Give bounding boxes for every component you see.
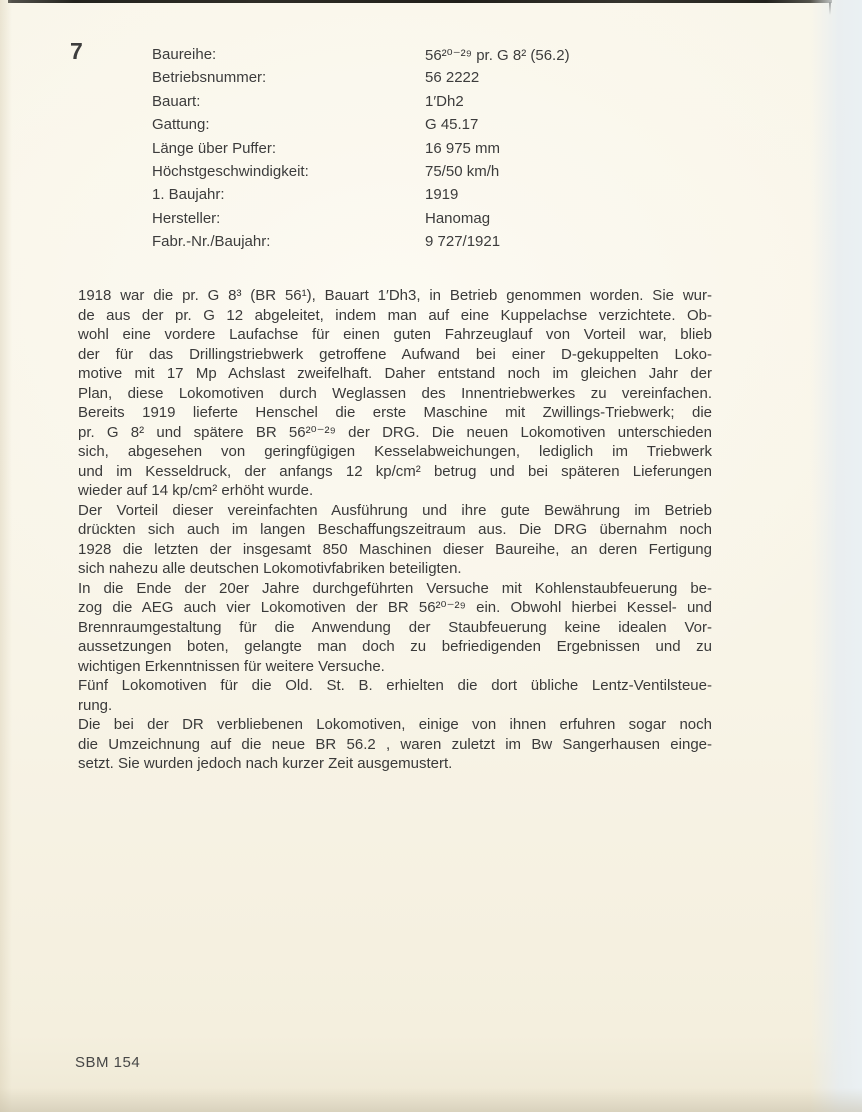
- text-line: 1928 die letzten der insgesamt 850 Maschinen dieser Baureihe, an deren Fertigung: [78, 540, 712, 558]
- page-number: 7: [70, 38, 84, 64]
- text-line: Fünf Lokomotiven für die Old. St. B. erhielten die dort übliche Lentz-Ventilsteue-: [78, 677, 712, 694]
- text-line: zog die AEG auch vier Lokomotiven der BR 56²⁰⁻²⁹ ein. Obwohl hierbei Kessel- und: [78, 599, 712, 616]
- spec-label: Fabr.-Nr./Baujahr:: [152, 233, 271, 251]
- spec-row: [152, 116, 742, 139]
- spec-value: G 45.17: [425, 116, 479, 134]
- spec-value: 9 727/1921: [425, 233, 501, 251]
- text-line: aussetzungen boten, gelangte man doch zu befriedigenden Ergebnissen und zu: [78, 638, 712, 655]
- text-line: Brennraumgestaltung für die Anwendung der Staubfeuerung keine idealen Vor-: [78, 618, 712, 636]
- spec-value: 16 975 mm: [425, 139, 501, 157]
- text-line: wieder auf 14 kp/cm² erhöht wurde.: [78, 482, 314, 499]
- body-text: [78, 286, 712, 774]
- paragraph: [78, 715, 712, 774]
- text-line: Der Vorteil dieser vereinfachten Ausführung und ihre gute Bewährung im Betrieb: [78, 501, 712, 519]
- spec-label: Baureihe:: [152, 46, 217, 63]
- paragraph: [78, 501, 712, 579]
- text-line: Plan, diese Lokomotiven durch Weglassen des Innentriebwerkes zu vereinfachen.: [78, 384, 712, 402]
- spec-value: 75/50 km/h: [425, 162, 500, 180]
- spec-row: [152, 140, 742, 163]
- paragraph: [78, 676, 712, 715]
- paragraph: [78, 579, 712, 677]
- scan-bottom-shade: [0, 1088, 862, 1112]
- text-line: Die bei der DR verbliebenen Lokomotiven, einige von ihnen erfuhren sogar noch: [78, 716, 712, 733]
- spec-value: 56 2222: [425, 69, 480, 87]
- text-line: rung.: [78, 696, 113, 714]
- text-line: In die Ende der 20er Jahre durchgeführten Versuche mit Kohlenstaubfeuerung be-: [78, 579, 712, 597]
- spec-label: Gattung:: [152, 116, 210, 134]
- spec-row: [152, 69, 742, 92]
- text-line: die Umzeichnung auf die neue BR 56.2 , waren zuletzt im Bw Sangerhausen einge-: [78, 735, 712, 753]
- locomotive-spec-table: [152, 46, 742, 257]
- text-line: wohl eine vordere Laufachse für einen guten Fahrzeuglauf von Vorteil war, blieb: [78, 326, 712, 343]
- spec-label: Höchstgeschwindigkeit:: [152, 162, 309, 180]
- text-line: de aus der pr. G 12 abgeleitet, indem man auf eine Kuppelachse verzichtete. Ob-: [78, 306, 712, 324]
- text-line: pr. G 8² und spätere BR 56²⁰⁻²⁹ der DRG. Die neuen Lokomotiven unterschieden: [78, 423, 712, 441]
- text-line: und im Kesseldruck, der anfangs 12 kp/cm² betrug und bei späteren Lieferungen: [78, 462, 712, 480]
- spec-label: Länge über Puffer:: [152, 139, 276, 157]
- scan-top-edge: [8, 0, 832, 3]
- spec-label: 1. Baujahr:: [152, 186, 225, 204]
- text-line: drückten sich auch im langen Beschaffungszeitraum aus. Die DRG übernahm noch: [78, 521, 712, 538]
- text-line: Bereits 1919 lieferte Henschel die erste Maschine mit Zwillings-Triebwerk; die: [78, 404, 712, 421]
- scan-left-shade: [0, 0, 12, 1112]
- spec-row: [152, 210, 742, 233]
- text-line: der für das Drillingstriebwerk getroffene Aufwand bei einer D-gekuppelten Loko-: [78, 345, 712, 363]
- spec-value: Hanomag: [425, 209, 491, 227]
- text-line: sich nahezu alle deutschen Lokomotivfabriken beteiligten.: [78, 560, 462, 577]
- text-line: 1918 war die pr. G 8³ (BR 56¹), Bauart 1′Dh3, in Betrieb genommen worden. Sie wur-: [78, 287, 712, 304]
- text-line: wichtigen Erkenntnissen für weitere Versuche.: [78, 657, 385, 675]
- spec-row: [152, 163, 742, 186]
- spec-row: [152, 46, 742, 69]
- footer-code: SBM 154: [75, 1054, 141, 1071]
- spec-label: Betriebsnummer:: [152, 69, 267, 87]
- text-line: sich, abgesehen von geringfügigen Kesselabweichungen, lediglich im Triebwerk: [78, 443, 712, 460]
- spec-label: Bauart:: [152, 92, 201, 110]
- text-line: setzt. Sie wurden jedoch nach kurzer Zeit ausgemustert.: [78, 755, 453, 772]
- spec-row: [152, 93, 742, 116]
- spec-value: 1919: [425, 186, 459, 204]
- spec-row: [152, 186, 742, 209]
- scan-right-edge-band: [810, 0, 862, 1112]
- text-line: motive mit 17 Mp Achslast zweifelhaft. Daher entstand noch im gleichen Jahr der: [78, 365, 712, 382]
- paragraph: [78, 286, 712, 501]
- spec-label: Hersteller:: [152, 209, 221, 227]
- spec-value: 1′Dh2: [425, 92, 464, 110]
- spec-value: 56²⁰⁻²⁹ pr. G 8² (56.2): [425, 47, 570, 64]
- spec-row: [152, 233, 742, 256]
